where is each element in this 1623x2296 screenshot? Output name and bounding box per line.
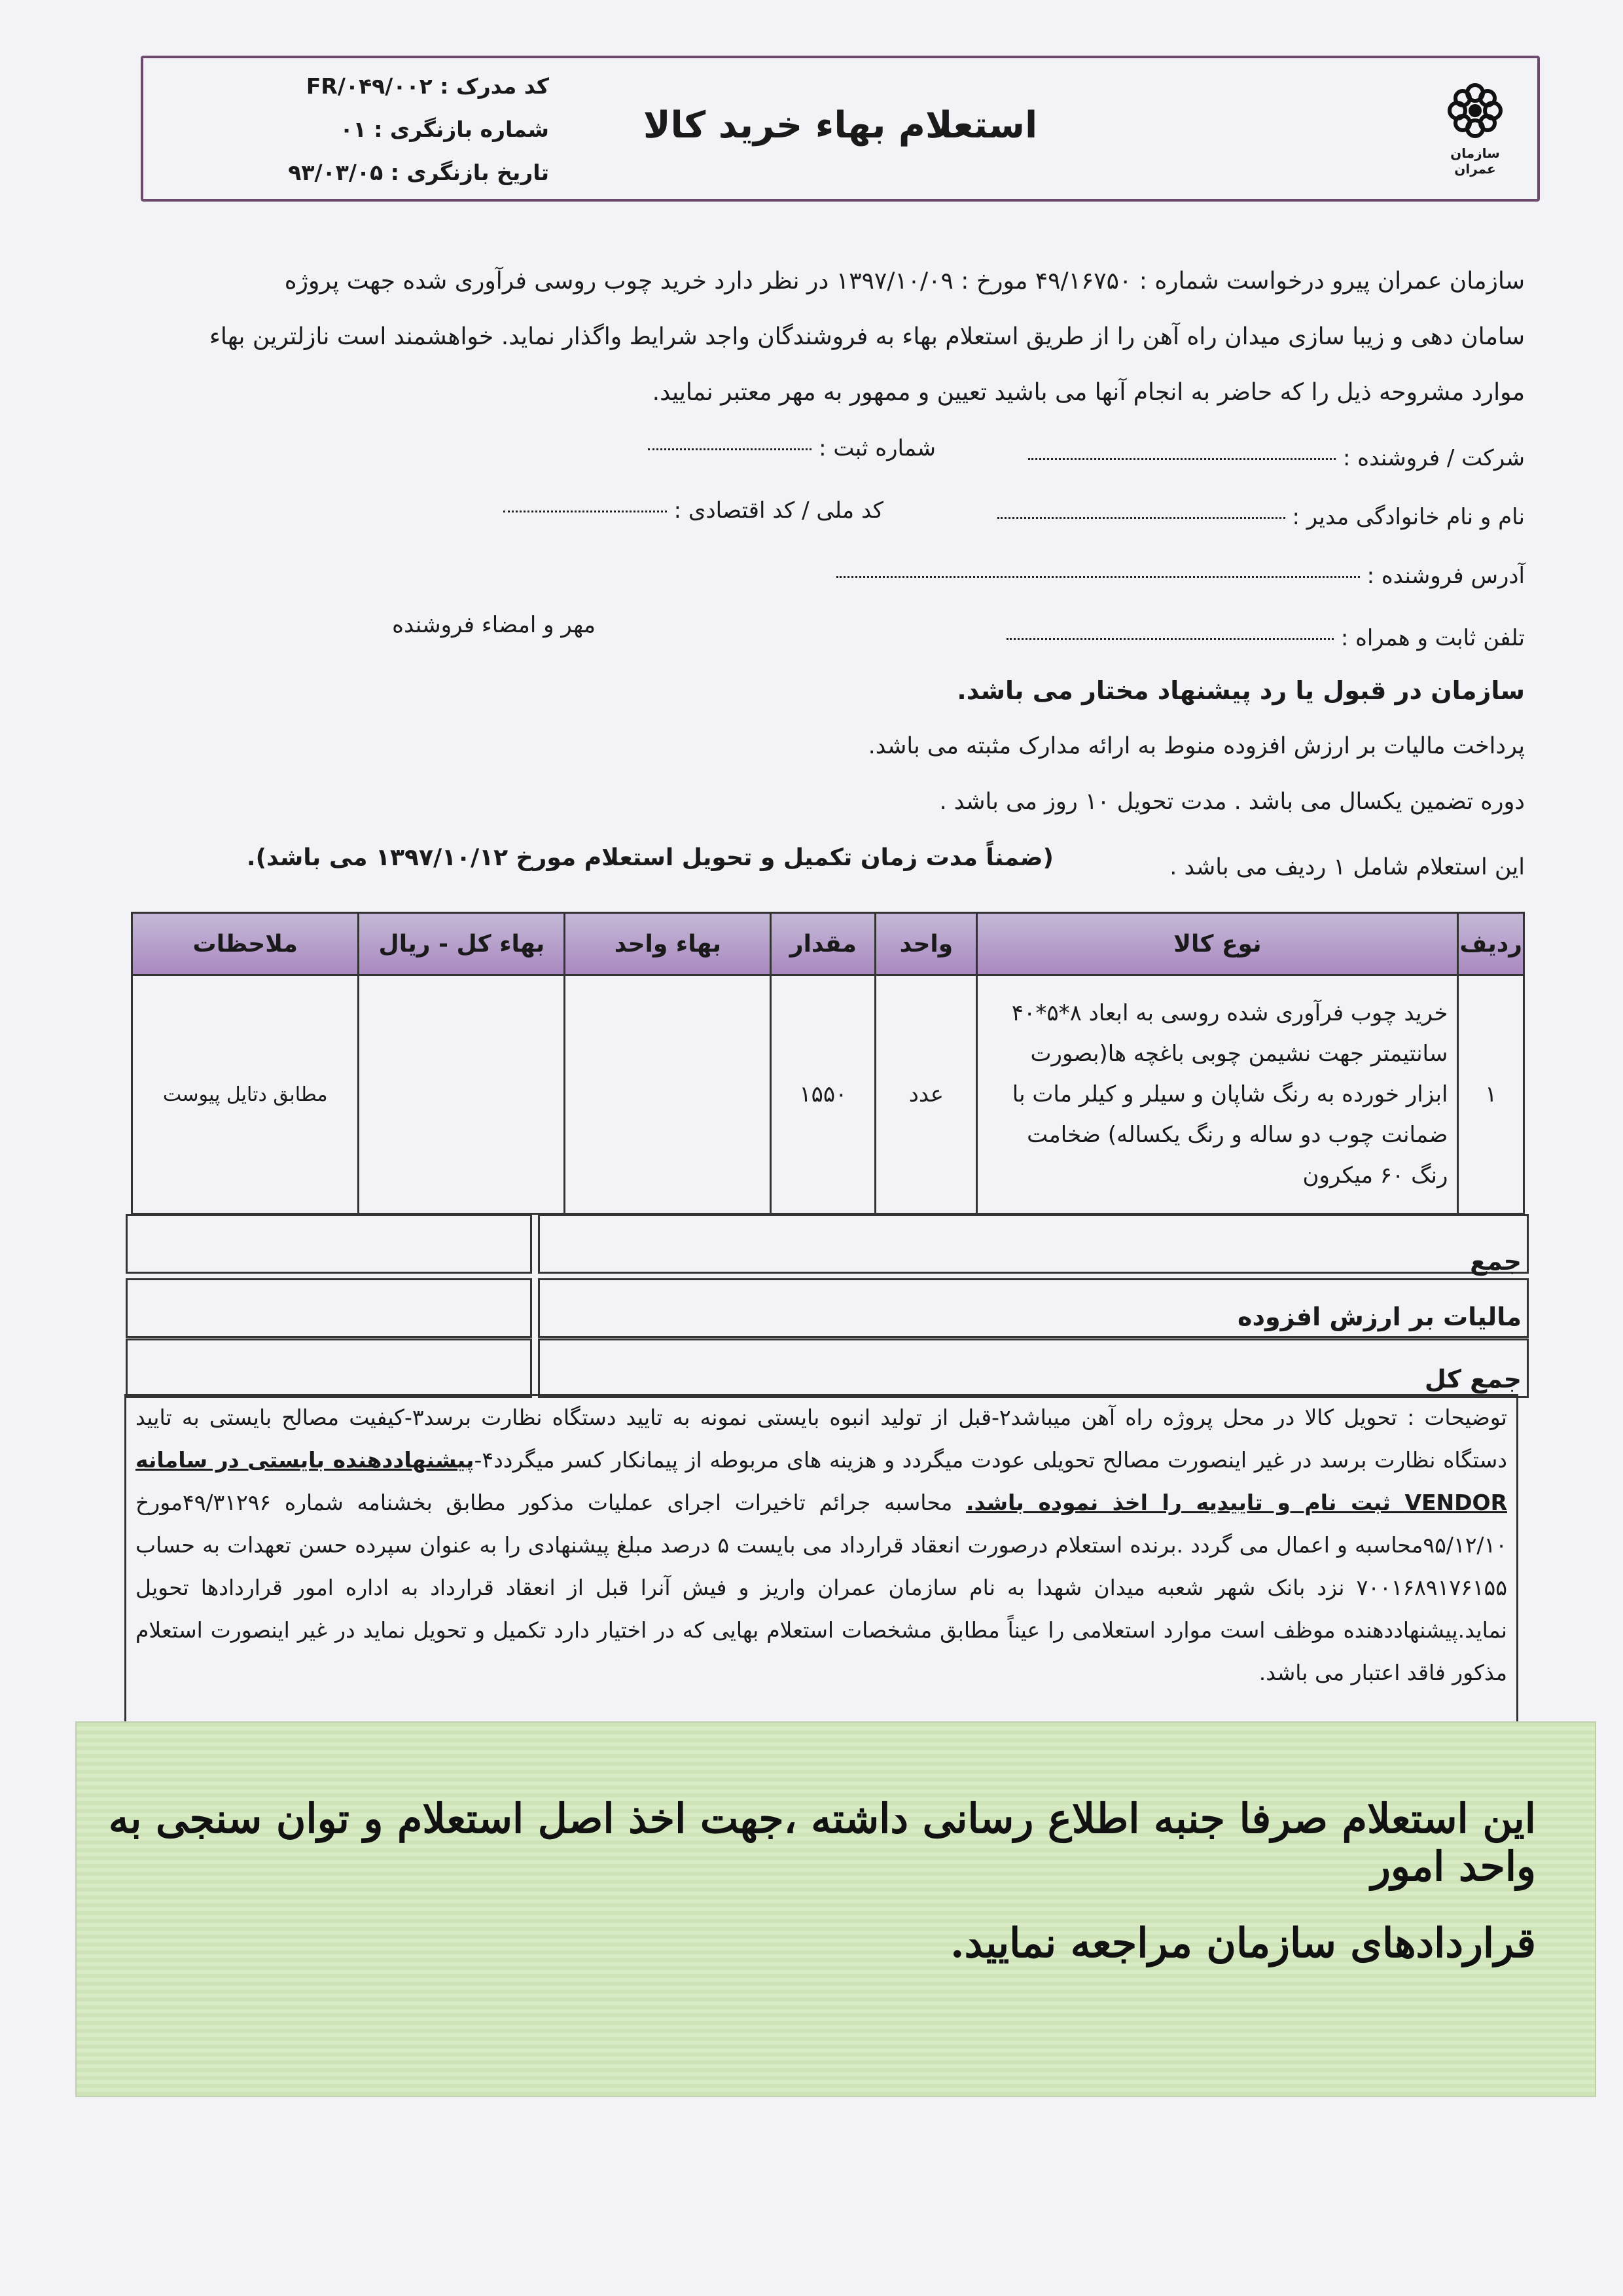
info-stamp: [75, 1721, 1596, 2097]
intro-line-2: سامان دهی و زیبا سازی میدان راه آهن را از طریق استعلام بهاء به فروشندگان واجد شرایط واگذار نماید. خواهشمند است نازلترین بهاء: [209, 323, 1525, 350]
address-field[interactable]: [836, 563, 1525, 589]
sum-value-cell[interactable]: [126, 1214, 532, 1274]
col-unit: واحد: [876, 913, 977, 975]
condition-vat: پرداخت مالیات بر ارزش افزوده منوط به ارائه مدارک مثبته می باشد.: [868, 733, 1525, 759]
row-number: ۱: [1458, 975, 1524, 1214]
condition-deadline: (ضمناً مدت زمان تکمیل و تحویل استعلام مورخ ۱۳۹۷/۱۰/۱۲ می باشد).: [246, 844, 1054, 871]
manager-field[interactable]: [997, 504, 1525, 530]
form-title: استعلام بهاء خرید کالا: [643, 104, 1038, 147]
notes-box: [124, 1394, 1518, 1744]
table-row: [132, 975, 1524, 1214]
sum-label: جمع: [1470, 1247, 1522, 1276]
item-remarks: مطابق دتایل پیوست: [132, 975, 359, 1214]
national-code-field[interactable]: [503, 497, 883, 524]
phone-label: تلفن ثابت و همراه :: [1340, 625, 1525, 651]
col-quantity: مقدار: [771, 913, 876, 975]
stamp-line-2: قراردادهای سازمان مراجعه نمایید.: [950, 1919, 1536, 1967]
vat-label: مالیات بر ارزش افزوده: [1238, 1302, 1522, 1331]
revision-number: شماره بازنگری : ۰۱: [340, 117, 549, 142]
item-description: خرید چوب فرآوری شده روسی به ابعاد ۸*۵*۴۰ سانتیمتر جهت نشیمن چوبی باغچه ها(بصورت ابزار خورده به رنگ شاپان و سیلر و کیلر مات با ضمانت چوب دو ساله و رنگ یکساله) ضخامت رنگ ۶۰ میکرون: [977, 975, 1458, 1214]
registration-field[interactable]: [648, 435, 936, 461]
col-total-price: بهاء کل - ریال: [359, 913, 565, 975]
document-meta: [183, 65, 549, 194]
notes-vendor-requirement: پیشنهاددهنده بایستی در سامانه VENDOR ثبت نام و تاییدیه را اخذ نموده باشد.: [135, 1447, 1507, 1515]
table-header-row: [132, 913, 1524, 975]
stamp-line-1: این استعلام صرفا جنبه اطلاع رسانی داشته ،جهت اخذ اصل استعلام و توان سنجی به واحد امور: [108, 1795, 1536, 1890]
registration-label: شماره ثبت :: [819, 435, 936, 461]
condition-acceptance: سازمان در قبول یا رد پیشنهاد مختار می باشد.: [957, 676, 1525, 705]
notes-part-1: توضیحات : تحویل کالا در محل پروژه راه آهن میباشد۲-قبل از تولید انبوه بایستی نمونه به تایید دستگاه نظارت برسد۳-کیفیت مصالح بایستی به تایید دستگاه نظارت برسد در غیر اینصورت مصالح تحویلی عودت میگردد و هزینه های مربوطه از پیمانکار کسر میگردد۴-: [135, 1405, 1507, 1473]
revision-date: تاریخ بازنگری : ۹۳/۰۳/۰۵: [288, 160, 549, 185]
item-unit: عدد: [876, 975, 977, 1214]
phone-field[interactable]: [1007, 625, 1525, 651]
national-code-label: کد ملی / کد اقتصادی :: [673, 497, 883, 524]
address-label: آدرس فروشنده :: [1366, 563, 1525, 589]
seal-signature-label: مهر و امضاء فروشنده: [392, 612, 596, 638]
total-row: [538, 1338, 1529, 1398]
logo-caption: سازمان عمران: [1450, 145, 1500, 177]
company-label: شرکت / فروشنده :: [1343, 445, 1525, 471]
sum-row: [538, 1214, 1529, 1274]
manager-label: نام و نام خانوادگی مدیر :: [1292, 504, 1525, 530]
col-remarks: ملاحظات: [132, 913, 359, 975]
col-row-no: ردیف: [1458, 913, 1524, 975]
intro-line-3: موارد مشروحه ذیل را که حاضر به انجام آنها می باشید تعیین و ممهور به مهر معتبر نمایید.: [652, 379, 1525, 406]
col-item-type: نوع کالا: [977, 913, 1458, 975]
notes-part-3: محاسبه جرائم تاخیرات اجرای عملیات مذکور مطابق بخشنامه شماره ۴۹/۳۱۲۹۶مورخ ۹۵/۱۲/۱۰محاسبه و اعمال می گردد .برنده استعلام درصورت انعقاد قرارداد می بایست ۵ درصد مبلغ پیشنهادی را به عنوان سپرده حسن تعهدات به حساب ۷۰۰۱۶۸۹۱۷۶۱۵۵ نزد بانک شهر شعبه میدان شهدا به نام سازمان عمران واریز و فیش آنرا قبل از انعقاد قرارداد به اداره امور قراردادها تحویل نماید.پیشنهاددهنده موظف است موارد استعلامی را عیناً مطابق مشخصات استعلام بهایی که در اختیار دارد تکمیل و تحویل نماید در غیر اینصورت استعلام مذکور فاقد اعتبار می باشد.: [135, 1490, 1507, 1685]
col-unit-price: بهاء واحد: [565, 913, 771, 975]
total-label: جمع کل: [1424, 1365, 1522, 1393]
condition-rows: این استعلام شامل ۱ ردیف می باشد .: [1169, 854, 1525, 880]
vat-value-cell[interactable]: [126, 1278, 532, 1338]
header-box: [141, 56, 1540, 202]
company-field[interactable]: [1028, 445, 1525, 471]
item-total-price[interactable]: [359, 975, 565, 1214]
doc-code: کد مدرک : FR/۰۴۹/۰۰۲: [306, 73, 549, 99]
intro-line-1: سازمان عمران پیرو درخواست شماره : ۴۹/۱۶۷۵۰ مورخ : ۱۳۹۷/۱۰/۰۹ در نظر دارد خرید چوب روسی فرآوری شده جهت پروژه: [284, 268, 1525, 295]
total-value-cell[interactable]: [126, 1338, 532, 1398]
condition-warranty: دوره تضمین یکسال می باشد . مدت تحویل ۱۰ روز می باشد .: [939, 789, 1525, 815]
items-table: [131, 912, 1525, 1215]
item-unit-price[interactable]: [565, 975, 771, 1214]
item-quantity: ۱۵۵۰: [771, 975, 876, 1214]
